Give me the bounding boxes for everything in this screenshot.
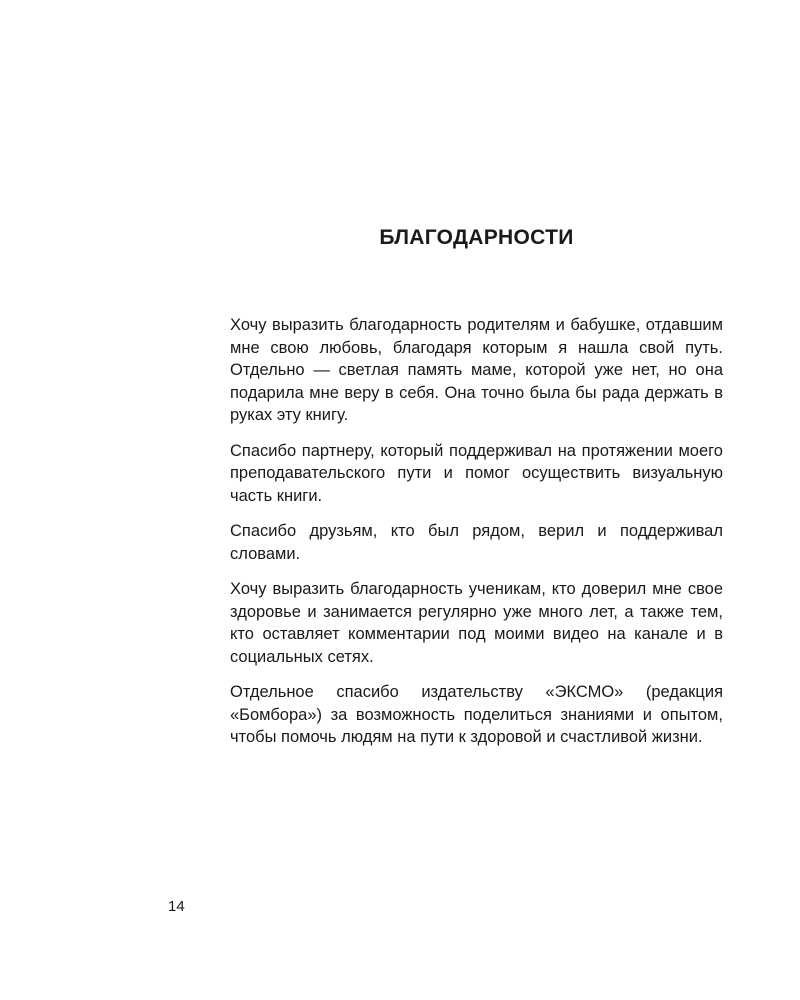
acknowledgements-body <box>230 314 723 762</box>
page-title: БЛАГОДАРНОСТИ <box>379 226 574 249</box>
page-number: 14 <box>168 898 185 915</box>
paragraph-friends: Спасибо друзьям, кто был рядом, верил и поддерживал словами. <box>230 522 723 563</box>
paragraph-parents: Хочу выразить благодарность родителям и бабушке, отдавшим мне свою любовь, благодаря которым я нашла свой путь. Отдельно — светлая память маме, которой уже нет, но она подарила мне веру в себя. Она точно была бы рада держать в руках эту книгу. <box>230 316 723 424</box>
paragraph-students: Хочу выразить благодарность ученикам, кто доверил мне свое здоровье и занимается регулярно уже много лет, а также тем, кто оставляет комментарии под моими видео на канале и в социальных сетях. <box>230 580 723 666</box>
paragraph-partner: Спасибо партнеру, который поддерживал на протяжении моего преподавательского пути и помог осуществить визуальную часть книги. <box>230 441 723 505</box>
paragraph-publisher: Отдельное спасибо издательству «ЭКСМО» (редакция «Бомбора») за возможность поделиться знаниями и опытом, чтобы помочь людям на пути к здоровой и счастливой жизни. <box>230 683 723 746</box>
